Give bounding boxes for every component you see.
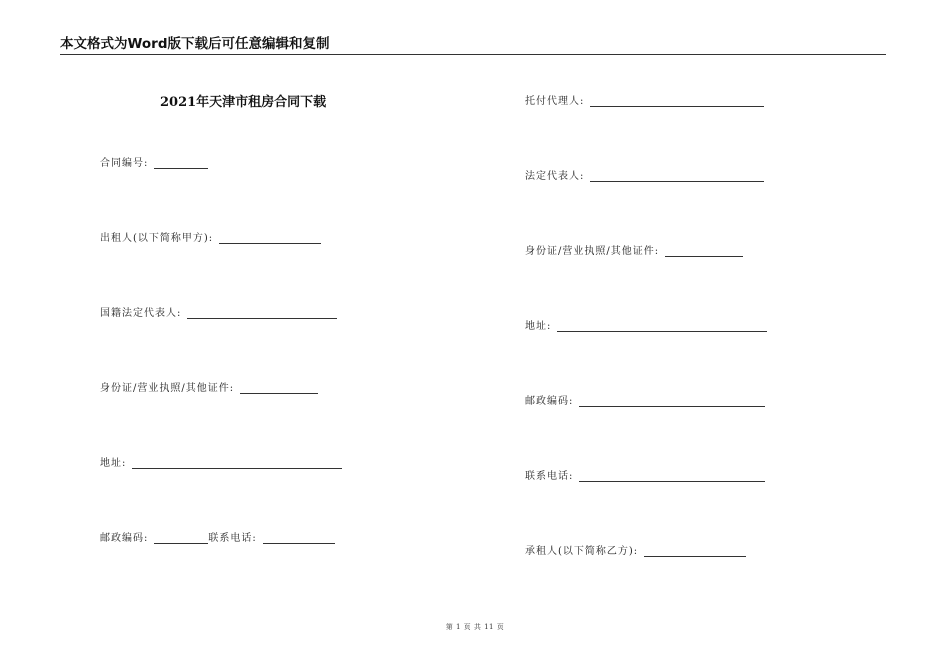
fill-in-blank[interactable] — [590, 181, 764, 182]
field-label: 身份证/营业执照/其他证件: — [525, 246, 660, 257]
field-label: 身份证/营业执照/其他证件: — [100, 383, 235, 394]
field-entrusted-agent — [525, 92, 764, 108]
page-footer: 第 1 页 共 11 页 — [445, 623, 505, 631]
fill-in-blank[interactable] — [579, 481, 765, 482]
fill-in-blank[interactable] — [154, 168, 208, 169]
field-label: 国籍法定代表人: — [100, 308, 182, 319]
field-contract-number — [100, 154, 208, 170]
field-postcode — [525, 392, 765, 408]
field-label: 联系电话: — [208, 533, 257, 544]
field-lessee — [525, 542, 746, 558]
fill-in-blank[interactable] — [187, 318, 337, 319]
fill-in-blank[interactable] — [665, 256, 743, 257]
field-address — [100, 454, 342, 470]
field-label: 托付代理人: — [525, 96, 585, 107]
header-text: 本文格式为Word版下载后可任意编辑和复制 — [60, 36, 330, 52]
field-id-document-2 — [525, 242, 743, 258]
fill-in-blank[interactable] — [579, 406, 765, 407]
field-id-document — [100, 379, 318, 395]
field-label: 联系电话: — [525, 471, 574, 482]
field-label: 出租人(以下简称甲方): — [100, 233, 214, 244]
field-label: 邮政编码: — [525, 396, 574, 407]
fill-in-blank[interactable] — [219, 243, 321, 244]
document-title: 2021年天津市租房合同下载 — [160, 95, 327, 110]
field-label: 法定代表人: — [525, 171, 585, 182]
field-label: 地址: — [525, 321, 552, 332]
fill-in-blank[interactable] — [132, 468, 342, 469]
field-phone — [525, 467, 765, 483]
fill-in-blank[interactable] — [263, 543, 335, 544]
field-label: 邮政编码: — [100, 533, 149, 544]
field-label: 合同编号: — [100, 158, 149, 169]
fill-in-blank[interactable] — [240, 393, 318, 394]
fill-in-blank[interactable] — [644, 556, 746, 557]
page-header — [60, 30, 886, 55]
field-address-2 — [525, 317, 767, 333]
field-lessor — [100, 229, 321, 245]
field-legal-rep — [525, 167, 764, 183]
fill-in-blank[interactable] — [557, 331, 767, 332]
field-postcode-phone — [100, 529, 335, 545]
fill-in-blank[interactable] — [154, 543, 208, 544]
fill-in-blank[interactable] — [590, 106, 764, 107]
field-label: 地址: — [100, 458, 127, 469]
field-nationality-legal-rep — [100, 304, 337, 320]
field-label: 承租人(以下简称乙方): — [525, 546, 639, 557]
